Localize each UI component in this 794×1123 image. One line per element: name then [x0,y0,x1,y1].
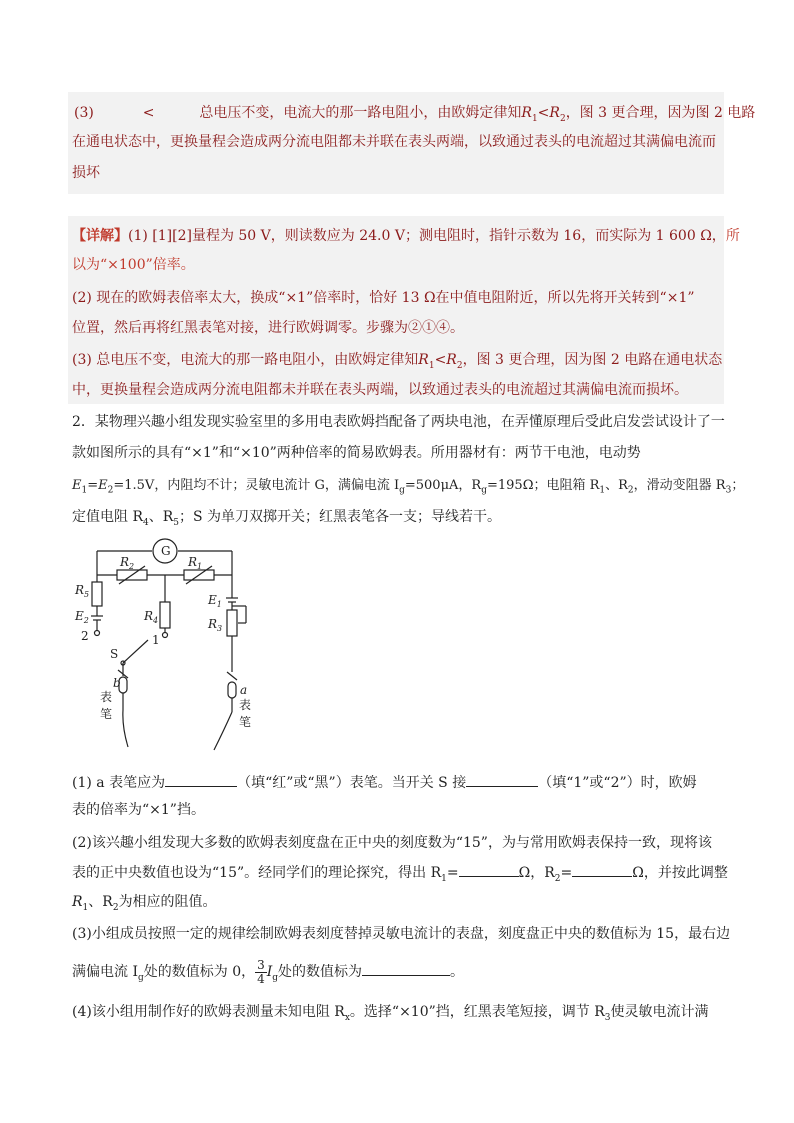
e1-sub: 1 [81,485,88,496]
r2-sub: 2 [559,113,566,124]
q-line3-h: ； [731,478,745,493]
r3-sub-q: 3 [725,485,732,496]
subq-2-sub1: 1 [441,873,447,884]
label-s: S [110,647,119,661]
q-line4-a: 定值电阻 R [72,509,143,525]
probe-a-body [228,682,236,698]
label-b-bi: 笔 [100,707,113,721]
subq-2-e: = [560,865,573,881]
subq-2-g: R [72,894,83,910]
subq-3-e: 处的数值标为 [278,964,363,980]
label-e2: $E_2$ [75,609,89,625]
detail-p1a-tail: 所 [725,228,740,244]
subq-3-sub2: g [272,972,279,983]
detail-line-1 [72,226,740,246]
probe-a-clip [227,672,237,680]
subq-2-sub2: 2 [554,873,561,884]
answer-block-line-2: 在通电状态中，更换量程会造成两分流电阻都未并联在表头两端，以致通过表头的电流超过其满偏电流而 [72,134,716,150]
answer-number: (3) [74,105,94,121]
subq-2-b: 表的正中央数值也设为“15”。经同学们的理论探究，得出 R [72,865,442,881]
r5-sub-q: 5 [173,517,180,528]
subq-3-b: 满偏电流 I [72,964,138,980]
label-r1: $R_1$ [188,555,203,571]
q-line3-f: 、R [605,478,628,493]
probe-b-wire-2 [123,710,128,747]
terminal-1 [163,633,168,638]
subq-4-b: 。选择“×10”挡，红黑表笔短接，调节 R [349,1004,605,1020]
r2-symbol: R [549,105,560,121]
answer-symbol: < [142,105,155,121]
blank-1[interactable] [165,772,237,787]
e2-sub: 2 [107,485,114,496]
r1-sub-q: 1 [599,485,606,496]
label-a-bi: 笔 [239,715,252,729]
subq-3-sub1: g [137,972,144,983]
terminal-2 [95,631,100,636]
detail-r1-sub: 1 [428,360,435,371]
subq-2-line-1: (2)该兴趣小组发现大多数的欧姆表刻度盘在正中央的刻度数为“15”，为与常用欧姆表保持一致，现将该 [72,835,712,851]
detail-p3a-tail: ，图 3 更合理，因为图 2 电路在通电状态 [462,352,723,368]
e1-symbol: E [72,478,82,493]
question-line-1: 2．某物理兴趣小组发现实验室里的多用电表欧姆挡配备了两块电池，在弄懂原理后受此启发尝试设计了一 [72,414,725,430]
answer-text-tail: ，图 3 更合理，因为图 2 电路 [565,105,756,121]
label-a: a [240,683,248,697]
subq-3-line-1: (3)小组成员按照一定的规律绘制欧姆表刻度替掉灵敏电流计的表盘，刻度盘正中央的数值标为 15，最右边 [72,926,731,942]
subq-4-line-1 [72,1002,709,1028]
detail-lt: < [434,352,447,368]
detail-line-2: 以为“×100”倍率。 [72,257,195,273]
subq-2-f: Ω，并按此调整 [632,865,728,881]
q-line4-b: 、R [148,509,174,525]
label-r3: $R_3$ [208,617,223,633]
subq-4-c: 使灵敏电流计满 [610,1004,709,1020]
subq-2-line-3 [72,892,217,918]
probe-a-wire-2 [214,712,232,750]
detail-tag: 【详解】 [72,228,128,244]
subq-4-a: (4)该小组用制作好的欧姆表测量未知电阻 R [72,1004,345,1020]
blank-3[interactable] [362,961,450,976]
detail-line-4: 位置，然后再将红黑表笔对接，进行欧姆调零。步骤为②①④。 [72,320,464,336]
q-line3-d: =500μA，R [404,478,482,493]
subq-4-sub2: 3 [604,1012,611,1023]
r4-sub-q: 4 [143,517,149,528]
detail-p3a-pre: (3) 总电压不变，电流大的那一路电阻小，由欧姆定律知 [72,352,419,368]
resistor-r5 [92,582,102,606]
resistor-r4 [160,602,170,628]
label-e1: $E_1$ [208,593,222,609]
fraction-three-quarters [255,959,267,986]
switch-blade [123,640,148,663]
question-line-4 [72,507,501,533]
r1-symbol: R [521,105,532,121]
blank-r1[interactable] [459,862,519,877]
detail-line-6: 中，更换量程会造成两分流电阻都未并联在表头两端，以致通过表头的电流超过其满偏电流而损坏。 [72,382,688,398]
subq-1-line-2: 表的倍率为“×1”挡。 [72,802,205,818]
label-b: b [113,676,121,690]
blank-2[interactable] [466,772,538,787]
detail-line-5 [72,350,722,376]
label-b-biao: 表 [100,690,113,704]
blank-r2[interactable] [572,862,632,877]
detail-r2-sub: 2 [456,360,463,371]
subq-2-i: 为相应的阻值。 [118,894,217,910]
r1-sub: 1 [531,113,538,124]
q-line3-c: =1.5V，内阻均不计；灵敏电流计 G，满偏电流 I [113,478,400,493]
detail-r1: R [418,352,429,368]
subq-2-line-2 [72,862,728,889]
fraction-numerator: 3 [257,957,265,972]
subq-3-f: 。 [450,964,465,980]
label-g: G [161,544,171,558]
q-line3-g: ，滑动变阻器 R [633,478,726,493]
subq-3-line-2 [72,958,464,992]
answer-block-line-1 [74,103,755,129]
e2-symbol: =E [87,478,108,493]
subq-2-d: Ω，R [518,865,555,881]
subq-1-c: （填“1”或“2”）时，欧姆 [538,775,697,791]
subq-2-h: 、R [88,894,113,910]
subq-2-sub4: 2 [112,902,119,913]
subq-2-sub3: 1 [82,902,89,913]
subq-4-sub1: x [344,1012,350,1023]
answer-block-line-3: 损坏 [72,165,100,181]
ig-sub: g [399,485,405,496]
circuit-diagram [72,532,272,754]
subq-2-c: = [446,865,459,881]
r2-sub-q: 2 [627,485,634,496]
label-a-biao: 表 [239,698,252,712]
question-line-3 [72,476,744,501]
label-r4: $R_4$ [144,609,159,625]
subq-1-b: （填“红”或“黑”）表笔。当开关 S 接 [237,775,467,791]
subq-1-a: (1) a 表笔应为 [72,775,166,791]
q-line3-e: =195Ω；电阻箱 R [486,478,600,493]
question-line-2: 款如图所示的具有“×1”和“×10”两种倍率的简易欧姆表。所用器材有：两节干电池，电动势 [72,445,641,461]
detail-r2: R [446,352,457,368]
label-1: 1 [152,633,160,647]
fraction-denominator: 4 [257,971,265,986]
detail-line-3: (2) 现在的欧姆表倍率太大，换成“×1”倍率时，恰好 13 Ω在中值电阻附近，所以先将开关转到“×1” [72,290,695,306]
q-line4-c: ；S 为单刀双掷开关；红黑表笔各一支；导线若干。 [179,509,502,525]
detail-p1a: (1) [1][2]量程为 50 V，则读数应为 24.0 V；测电阻时，指针示数为 16，而实际为 1 600 Ω， [128,228,726,244]
resistor-r3 [227,610,237,636]
label-2: 2 [81,629,89,643]
answer-text: 总电压不变，电流大的那一路电阻小，由欧姆定律知 [199,105,522,121]
rg-sub: g [481,485,487,496]
lt-symbol: < [537,105,550,121]
subq-3-d: I [266,964,273,980]
label-r2: $R_2$ [120,555,135,571]
subq-1-line-1 [72,772,697,793]
label-r5: $R_5$ [75,583,90,599]
subq-3-c: 处的数值标为 0， [143,964,256,980]
